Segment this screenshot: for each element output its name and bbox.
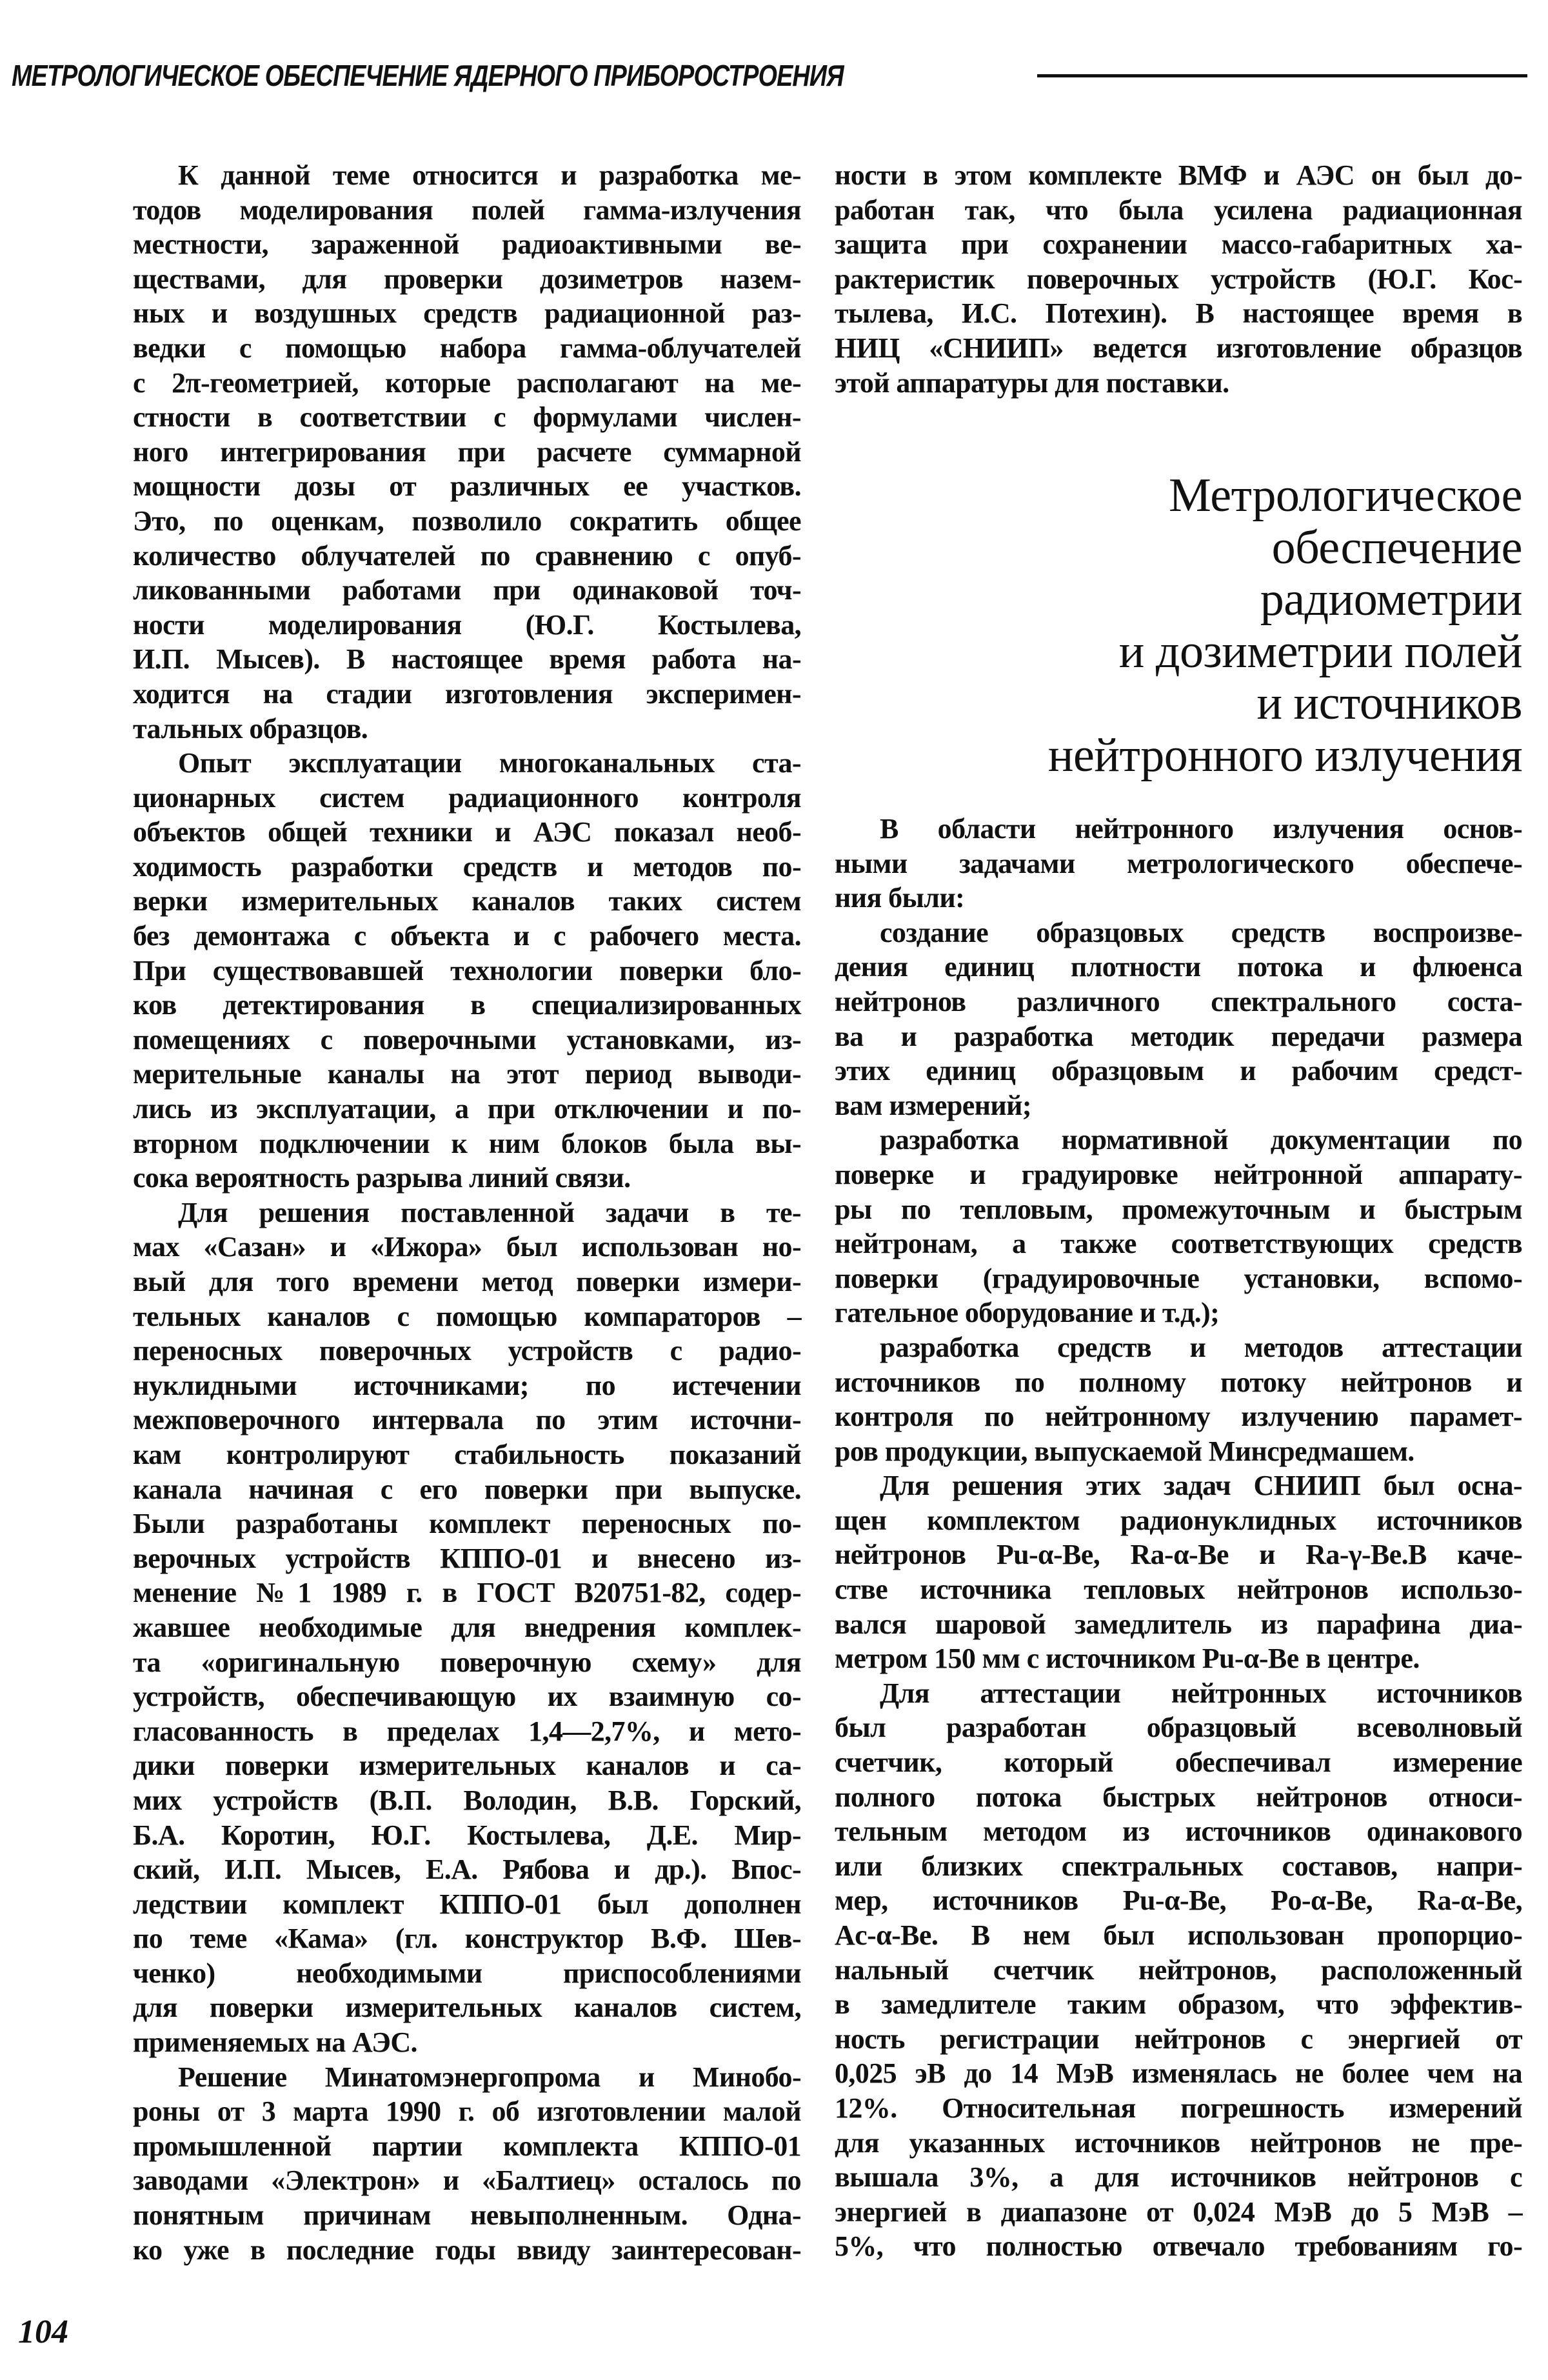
text-line: Решение Минатомэнергопрома и Минобо- — [178, 2061, 801, 2093]
text-line: Были разработаны комплект переносных по- — [133, 1508, 801, 1540]
text-line: тылева, И.С. Потехин). В настоящее время в — [835, 297, 1522, 330]
paragraph — [835, 158, 1522, 400]
text-line: ходится на стадии изготовления эксперимен- — [133, 677, 801, 710]
paragraph — [835, 1676, 1522, 2264]
text-line: вторном подключении к ним блоков была вы- — [133, 1127, 801, 1159]
text-line: ности в этом комплекте ВМФ и АЭС он был до- — [835, 159, 1522, 191]
text-line: верочных устройств КППО-01 и внесено из- — [133, 1542, 801, 1574]
text-line: ведки с помощью набора гамма-облучателей — [133, 332, 801, 364]
text-line: заводами «Электрон» и «Балтиец» осталось по — [133, 2165, 801, 2197]
text-line: ский, И.П. Мысев, Е.А. Рябова и др.). Впос- — [133, 1854, 801, 1886]
text-line: тальных образцов. — [133, 712, 368, 745]
section-heading-line: и дозиметрии полей — [1118, 625, 1522, 678]
text-line: ров продукции, выпускаемой Минсредмашем. — [835, 1435, 1414, 1467]
paragraph — [835, 915, 1522, 1123]
text-line: лись из эксплуатации, а при отключении и по- — [133, 1093, 801, 1125]
text-line: щен комплектом радионуклидных источников — [835, 1504, 1522, 1536]
header-rule — [1037, 74, 1527, 77]
text-line: рактеристик поверочных устройств (Ю.Г. Кос- — [835, 263, 1522, 295]
text-line: тодов моделирования полей гамма-излучения — [133, 194, 801, 226]
paragraph — [835, 1468, 1522, 1676]
text-line: тельных каналов с помощью компараторов – — [133, 1300, 801, 1332]
text-line: Это, по оценкам, позволило сократить общее — [133, 505, 801, 537]
text-line: нуклидными источниками; по истечении — [133, 1369, 801, 1401]
text-line: этой аппаратуры для поставки. — [835, 366, 1229, 399]
text-line: ного интегрирования при расчете суммарной — [133, 435, 801, 468]
running-title: МЕТРОЛОГИЧЕСКОЕ ОБЕСПЕЧЕНИЕ ЯДЕРНОГО ПРИБОРОСТРОЕНИЯ — [12, 59, 844, 92]
paragraph — [133, 2060, 801, 2268]
text-line: полного потока быстрых нейтронов относи- — [835, 1781, 1522, 1813]
text-line: поверке и градуировке нейтронной аппарату- — [835, 1158, 1522, 1190]
text-line: этих единиц образцовым и рабочим средст- — [835, 1055, 1522, 1087]
text-line: К данной теме относится и разработка ме- — [178, 159, 801, 191]
text-line: для поверки измерительных каналов систем, — [133, 1992, 801, 2024]
text-line: дения единиц плотности потока и флюенса — [835, 951, 1522, 983]
text-line: объектов общей техники и АЭС показал необ- — [133, 816, 801, 848]
text-line: кам контролируют стабильность показаний — [133, 1438, 801, 1470]
text-line: Для аттестации нейтронных источников — [880, 1677, 1522, 1709]
section-heading-line: радиометрии — [1260, 573, 1522, 626]
text-line: устройств, обеспечивающую их взаимную со- — [133, 1681, 801, 1713]
text-line: или близких спектральных составов, напри- — [835, 1850, 1522, 1882]
text-line: сока вероятность разрыва линий связи. — [133, 1162, 631, 1194]
section-heading-line: и источников — [1256, 677, 1522, 730]
text-line: ченко) необходимыми приспособлениями — [133, 1957, 801, 1989]
text-line: ков детектирования в специализированных — [133, 989, 801, 1021]
text-line: Опыт эксплуатации многоканальных ста- — [178, 747, 801, 779]
text-line: создание образцовых средств воспроизве- — [880, 916, 1522, 948]
text-line: применяемых на АЭС. — [133, 2026, 417, 2059]
text-line: ность регистрации нейтронов с энергией от — [835, 2023, 1522, 2055]
text-line: стве источника тепловых нейтронов использо- — [835, 1574, 1522, 1606]
text-line: работан так, что была усилена радиационная — [835, 194, 1522, 226]
text-line: межповерочного интервала по этим источни- — [133, 1404, 801, 1436]
text-line: промышленной партии комплекта КППО-01 — [133, 2130, 801, 2162]
text-line: ледствии комплект КППО-01 был дополнен — [133, 1888, 801, 1920]
text-line: верки измерительных каналов таких систем — [133, 885, 801, 917]
text-line: местности, зараженной радиоактивными ве- — [133, 228, 801, 261]
left-column — [133, 158, 801, 2267]
text-line: роны от 3 марта 1990 г. об изготовлении малой — [133, 2095, 801, 2128]
text-line: ных и воздушных средств радиационной раз- — [133, 297, 801, 330]
text-line: ности моделирования (Ю.Г. Костылева, — [133, 608, 801, 641]
text-line: ходимость разработки средств и методов по- — [133, 850, 801, 883]
text-line: менение №1 1989 г. в ГОСТ В20751-82, содер- — [133, 1577, 801, 1609]
text-line: переносных поверочных устройств с радио- — [133, 1335, 801, 1367]
text-line: мах «Сазан» и «Ижора» был использован но- — [133, 1231, 801, 1263]
text-line: 0,025 эВ до 14 МэВ изменялась не более чем на — [835, 2057, 1522, 2090]
text-line: мощности дозы от различных ее участков. — [133, 470, 801, 503]
text-line: счетчик, который обеспечивал измерение — [835, 1746, 1522, 1779]
text-line: был разработан образцовый всеволновый — [835, 1712, 1522, 1744]
right-column-body — [835, 812, 1522, 2264]
text-line: Для решения поставленной задачи в те- — [178, 1196, 801, 1228]
text-line: В области нейтронного излучения основ- — [880, 813, 1522, 845]
text-line: без демонтажа с объекта и с рабочего места. — [133, 920, 801, 952]
text-line: поверки (градуировочные установки, вспомо- — [835, 1262, 1522, 1294]
text-line: НИЦ «СНИИП» ведется изготовление образцов — [835, 332, 1522, 364]
text-line: При существовавшей технологии поверки бло- — [133, 954, 801, 986]
text-line: ществами, для проверки дозиметров назем- — [133, 263, 801, 295]
text-line: помещениях с поверочными установками, из- — [133, 1023, 801, 1055]
text-line: понятным причинам невыполненным. Одна- — [133, 2199, 801, 2232]
paragraph — [133, 746, 801, 1195]
text-line: тельным методом из источников одинакового — [835, 1815, 1522, 1848]
text-line: вался шаровой замедлитель из парафина диа- — [835, 1608, 1522, 1640]
text-line: по теме «Кама» (гл. конструктор В.Ф. Шев- — [133, 1923, 801, 1955]
text-line: ционарных систем радиационного контроля — [133, 781, 801, 814]
text-line: контроля по нейтронному излучению парамет- — [835, 1401, 1522, 1433]
text-line: И.П. Мысев). В настоящее время работа на- — [133, 643, 801, 675]
text-line: ликованными работами при одинаковой точ- — [133, 574, 801, 606]
text-line: Б.А. Коротин, Ю.Г. Костылева, Д.Е. Мир- — [133, 1819, 801, 1851]
text-line: разработка средств и методов аттестации — [880, 1331, 1522, 1363]
text-line: источников по полному потоку нейтронов и — [835, 1366, 1522, 1398]
text-line: Для решения этих задач СНИИП был осна- — [880, 1470, 1522, 1502]
text-line: мих устройств (В.П. Володин, В.В. Горский, — [133, 1784, 801, 1816]
text-line: ва и разработка методик передачи размера — [835, 1020, 1522, 1052]
text-line: мер, источников Pu-α-Be, Po-α-Be, Ra-α-Be, — [835, 1885, 1522, 1917]
paragraph — [835, 1123, 1522, 1330]
paragraph — [133, 158, 801, 746]
text-line: ры по тепловым, промежуточным и быстрым — [835, 1193, 1522, 1225]
text-line: вам измерений; — [835, 1089, 1031, 1121]
text-line: ния были: — [835, 882, 965, 914]
section-heading-line: обеспечение — [1271, 521, 1522, 574]
running-header — [12, 53, 1527, 98]
text-line: 12%. Относительная погрешность измерений — [835, 2092, 1522, 2124]
text-line: для указанных источников нейтронов не пре- — [835, 2126, 1522, 2159]
text-line: мерительные каналы на этот период выводи- — [133, 1058, 801, 1090]
text-line: энергией в диапазоне от 0,024 МэВ до 5 МэВ – — [835, 2195, 1522, 2228]
text-line: 5%, что полностью отвечало требованиям го- — [835, 2230, 1522, 2263]
text-line: с 2π-геометрией, которые располагают на ме- — [133, 366, 801, 399]
right-column-top — [835, 158, 1522, 400]
text-line: нейтронов различного спектрального соста- — [835, 985, 1522, 1017]
text-line: та «оригинальную поверочную схему» для — [133, 1646, 801, 1678]
text-line: нейтронов Pu-α-Be, Ra-α-Be и Ra-γ-Be.В каче- — [835, 1539, 1522, 1571]
paragraph — [835, 1330, 1522, 1468]
text-line: дики поверки измерительных каналов и са- — [133, 1750, 801, 1782]
text-line: гательное оборудование и т.д.); — [835, 1297, 1220, 1329]
paragraph — [835, 812, 1522, 915]
page-number: 104 — [18, 2314, 68, 2350]
text-line: метром 150 мм с источником Pu-α-Be в центре. — [835, 1643, 1420, 1675]
text-line: жавшее необходимые для внедрения комплек- — [133, 1611, 801, 1643]
text-line: стности в соответствии с формулами числен- — [133, 401, 801, 434]
paragraph — [133, 1195, 801, 2060]
section-heading-line: Метрологическое — [1168, 469, 1522, 522]
text-line: вышала 3%, а для источников нейтронов с — [835, 2161, 1522, 2194]
text-line: нальный счетчик нейтронов, расположенный — [835, 1954, 1522, 1986]
text-line: нейтронам, а также соответствующих средств — [835, 1228, 1522, 1260]
section-heading-line: нейтронного излучения — [1047, 728, 1522, 782]
text-line: количество облучателей по сравнению с опуб- — [133, 539, 801, 572]
text-line: в замедлителе таким образом, что эффектив- — [835, 1988, 1522, 2021]
text-line: вый для того времени метод поверки измери- — [133, 1266, 801, 1297]
text-line: ко уже в последние годы ввиду заинтересован- — [133, 2234, 801, 2266]
text-line: канала начиная с его поверки при выпуске. — [133, 1473, 801, 1505]
text-line: ными задачами метрологического обеспече- — [835, 847, 1522, 879]
text-line: гласованность в пределах 1,4—2,7%, и мето- — [133, 1715, 801, 1747]
text-line: защита при сохранении массо-габаритных ха- — [835, 228, 1522, 261]
text-line: разработка нормативной документации по — [880, 1124, 1522, 1156]
section-heading — [835, 470, 1522, 781]
text-line: Ac-α-Be. В нем был использован пропорцио- — [835, 1919, 1522, 1951]
